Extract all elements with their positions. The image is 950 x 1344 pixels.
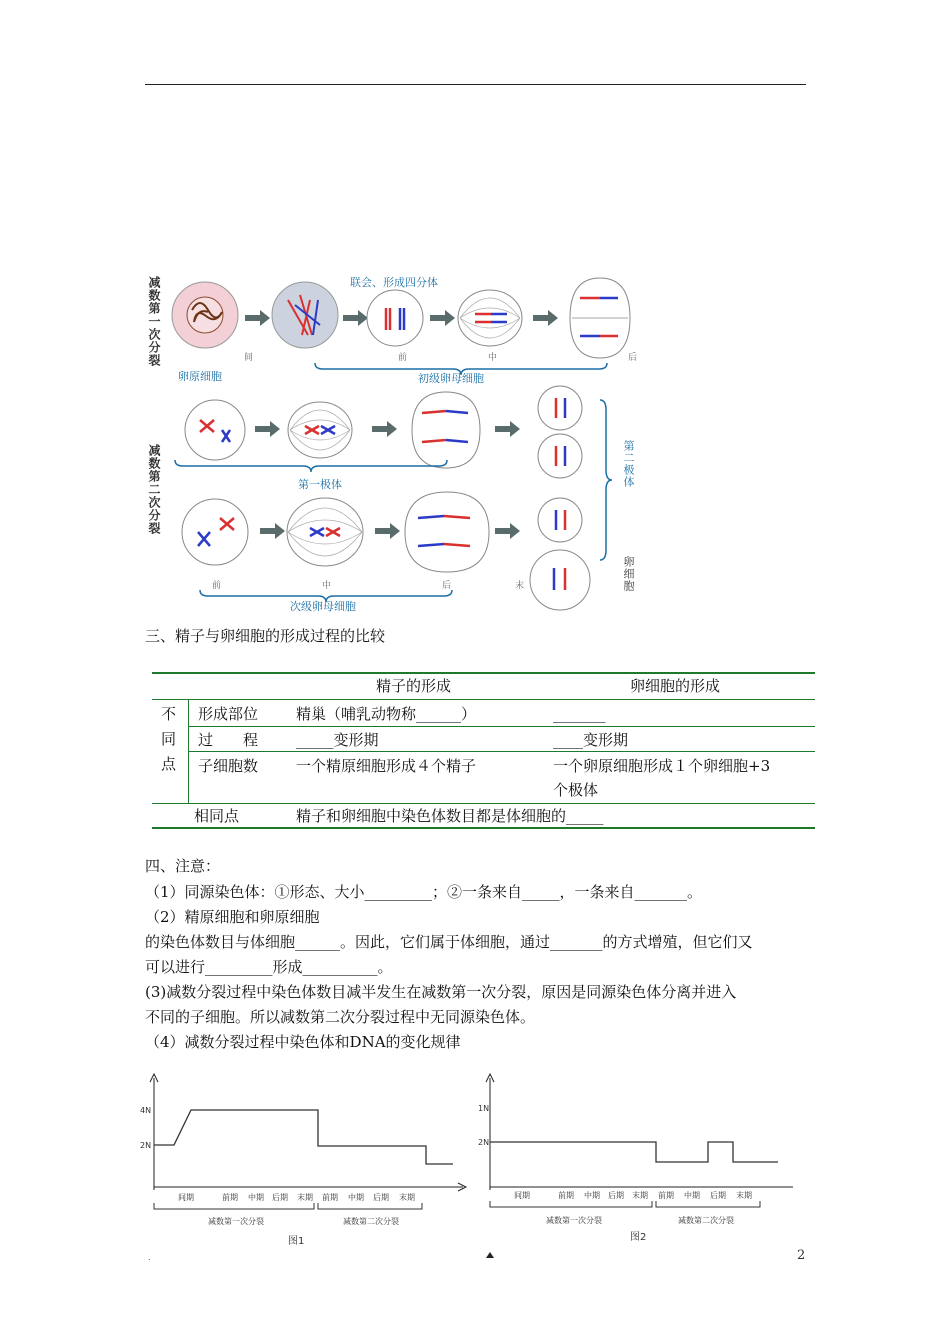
arrow-icon [372, 421, 397, 437]
egg-cell [530, 550, 590, 610]
phase-label: 后期 [373, 1193, 389, 1202]
phase-label-ana-1: 后 [628, 353, 638, 363]
table-bottom-rule [152, 827, 815, 829]
phase-label: 后期 [710, 1191, 726, 1200]
page-number: 2 [797, 1248, 806, 1263]
secondary-ana-cell [405, 492, 489, 572]
phase-label-pro-2: 前 [212, 581, 222, 591]
synapsis-caption: 联会、形成四分体 [350, 276, 438, 289]
phase-label: 前期 [658, 1191, 674, 1200]
synapsis-cell [367, 290, 423, 346]
row-egg-line2: 个极体 [553, 781, 599, 799]
arrow-icon [430, 310, 455, 326]
phase-ticks [178, 1192, 415, 1202]
note-1: （1）同源染色体：①形态、大小_________；②一条来自_____，一条来自_______。 [145, 883, 703, 901]
anaphase-cell [570, 278, 630, 358]
col-header-sperm: 精子的形成 [376, 677, 452, 695]
oogonium-label: 卵原细胞 [178, 370, 222, 383]
arrow-icon [260, 523, 285, 539]
table-top-rule [152, 672, 815, 674]
row-item: 形成部位 [198, 705, 259, 723]
phase-label: 中期 [584, 1191, 600, 1200]
phase-label: 中期 [684, 1191, 700, 1200]
group-label-2: 减数第二次分裂 [343, 1217, 399, 1226]
diff-label-1: 不 [161, 705, 177, 723]
primary-oocyte-label: 初级卵母细胞 [418, 372, 484, 385]
table-rule [188, 726, 815, 727]
phase-label: 中期 [348, 1193, 364, 1202]
arrow-icon [495, 421, 520, 437]
y-tick-2n: 2N [140, 1141, 152, 1150]
polar-body-cell [185, 400, 245, 460]
diff-label-2: 同 [161, 730, 177, 748]
row-sperm: _____变形期 [296, 731, 379, 749]
group-label-1: 减数第一次分裂 [208, 1217, 264, 1226]
group-label-1: 减数第一次分裂 [546, 1216, 602, 1225]
same-label: 相同点 [194, 807, 240, 825]
phase-label: 间期 [514, 1191, 530, 1200]
note-7: （4）减数分裂过程中染色体和DNA的变化规律 [145, 1033, 461, 1051]
arrow-icon [255, 421, 280, 437]
section4-heading: 四、注意： [145, 857, 221, 875]
bottom-mark: . [148, 1253, 151, 1262]
section3-heading: 三、精子与卵细胞的形成过程的比较 [145, 627, 386, 645]
row-egg: _______ [553, 705, 606, 723]
figure-2-graph [478, 1072, 810, 1262]
phase-label: 前期 [322, 1193, 338, 1202]
phase-label-ana-2: 后 [442, 581, 452, 591]
phase-label-telo: 末 [515, 581, 525, 591]
oogonium-cell [172, 282, 238, 348]
phase-label: 后期 [272, 1193, 288, 1202]
phase-label: 末期 [632, 1191, 648, 1200]
note-2: （2）精原细胞和卵原细胞 [145, 908, 320, 926]
second-polar-body-label: 第二极体 [622, 440, 635, 488]
phase-label: 末期 [736, 1191, 752, 1200]
note-4: 可以进行_________形成__________。 [145, 958, 393, 976]
diff-label-3: 点 [161, 755, 177, 773]
arrow-icon [495, 523, 520, 539]
figure-caption: 图2 [630, 1232, 647, 1243]
second-polar-body-brace [600, 400, 612, 560]
phase-label: 末期 [297, 1193, 313, 1202]
phase-label-interphase: 间 [244, 353, 254, 363]
metaphase-cell [458, 290, 522, 346]
row1-label: 减数第一次分裂 [147, 276, 161, 367]
polar-body-2-cell [538, 498, 582, 542]
y-tick-2n: 2N [478, 1138, 490, 1147]
phase-label: 中期 [248, 1193, 264, 1202]
arrow-icon [533, 310, 558, 326]
arrow-icon [343, 310, 368, 326]
polar-meta-cell [288, 402, 352, 458]
figure-caption: 图1 [288, 1236, 305, 1247]
phase-label-meta-2: 中 [322, 581, 332, 591]
phase-label: 间期 [178, 1193, 194, 1202]
chromosome-count-line [490, 1142, 778, 1162]
phase-ticks [514, 1190, 752, 1200]
phase-label-pro-1: 前 [398, 353, 408, 363]
row-sperm: 一个精原细胞形成４个精子 [296, 757, 477, 775]
row-item: 过 程 [198, 731, 259, 749]
daughter-polar-bodies [538, 386, 582, 478]
row-sperm: 精巢（哺乳动物称______） [296, 705, 477, 723]
row-item: 子细胞数 [198, 757, 259, 775]
polar-ana-cell [412, 392, 480, 468]
table-rule [152, 803, 815, 804]
chromosome-count-line [154, 1110, 453, 1164]
arrow-icon [245, 310, 270, 326]
figure-1-graph [138, 1072, 470, 1262]
secondary-oocyte-label: 次级卵母细胞 [290, 600, 356, 613]
group-label-2: 减数第二次分裂 [678, 1216, 734, 1225]
bottom-triangle-icon [486, 1252, 494, 1258]
group-braces [154, 1203, 422, 1209]
secondary-oocyte-cell [182, 499, 248, 565]
same-text-main: 精子和卵细胞中染色体数目都是体细胞的 [296, 807, 567, 825]
oogenesis-diagram [160, 270, 640, 615]
row2-label: 减数第二次分裂 [147, 444, 161, 535]
y-tick-1n: 1N [478, 1104, 490, 1113]
phase-label: 末期 [399, 1193, 415, 1202]
note-5: (3)减数分裂过程中染色体数目减半发生在减数第一次分裂，原因是同源染色体分离并进入 [145, 983, 737, 1001]
phase-label: 后期 [608, 1191, 624, 1200]
phase-label: 前期 [558, 1191, 574, 1200]
table-vrule [188, 699, 189, 803]
arrow-icon [375, 523, 400, 539]
y-tick-4n: 4N [140, 1106, 152, 1115]
group-braces [490, 1201, 760, 1207]
phase-label: 前期 [222, 1193, 238, 1202]
table-rule [188, 751, 815, 752]
col-header-egg: 卵细胞的形成 [630, 677, 721, 695]
first-polar-body-brace [175, 460, 447, 472]
prophase-cell [272, 282, 338, 348]
egg-label: 卵细胞 [622, 556, 635, 592]
phase-label-meta-1: 中 [488, 353, 498, 363]
table-rule [152, 699, 815, 700]
note-3: 的染色体数目与体细胞______。因此，它们属于体细胞，通过_______的方式增殖，但它们又 [145, 933, 753, 951]
row-egg-line1: 一个卵原细胞形成１个卵细胞+3 [553, 757, 771, 775]
first-polar-body-label: 第一极体 [298, 478, 342, 491]
same-blank: _____ [566, 807, 604, 825]
row-egg: ____变形期 [553, 731, 629, 749]
same-text [296, 806, 604, 826]
note-6: 不同的子细胞。所以减数第二次分裂过程中无同源染色体。 [145, 1008, 536, 1026]
secondary-meta-cell [287, 498, 363, 566]
header-rule [145, 84, 806, 85]
